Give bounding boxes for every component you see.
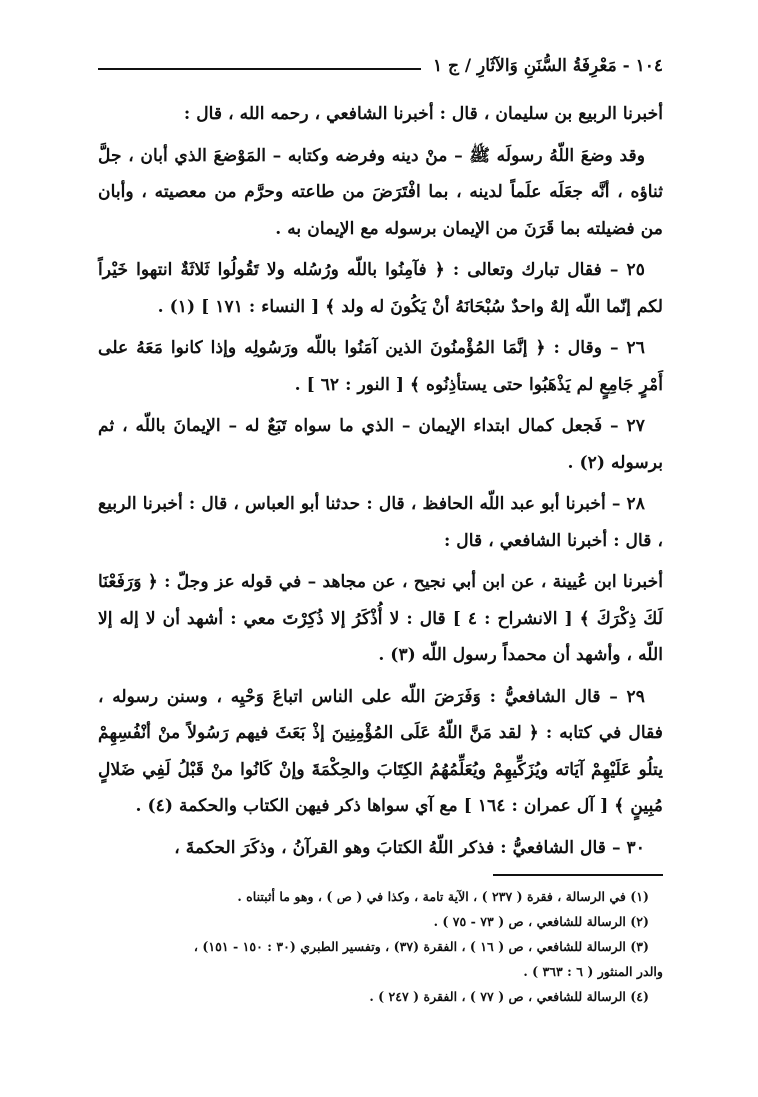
footnote-3-continued: والدر المنثور ( ٦ : ٣٦٣ ) . (523, 964, 663, 979)
main-text (98, 96, 663, 871)
paragraph-isnad-1: أخبرنا الربيع بن سليمان ، قال : أخبرنا الشافعي ، رحمه الله ، قال : (183, 104, 663, 124)
footnote-3: (٣) الرسالة للشافعي ، ص ( ١٦ ) ، الفقرة (٣٧) ، وتفسير الطبري (٣٠ : ١٥٠ - ١٥١) ، (193, 939, 649, 954)
page-header (98, 52, 663, 76)
footnote-4: (٤) الرسالة للشافعي ، ص ( ٧٧ ) ، الفقرة ( ٢٤٧ ) . (369, 989, 649, 1004)
footnote-2: (٢) الرسالة للشافعي ، ص ( ٧٣ - ٧٥ ) . (433, 914, 649, 929)
paragraph-29: ٢٩ – قال الشافعيُّ : وَفَرَضَ اللّه على الناس اتباعَ وَحْيِه ، وسنن رسوله ، فقال في كتابه : ﴿ لقد مَنَّ اللّهُ عَلَى المُؤْمِنِينَ إذْ بَعَثَ فيهم رَسُولاً منْ أنْفُسِهِمْ يتلُو عَلَيْهِمْ آيَاته ويُزَكِّيهِمْ ويُعَلِّمُهُمُ الكِتَابَ والحِكْمَةَ وإنْ كَانُوا منْ قَبْلُ لَفِي ضَلالٍ مُبِينٍ ﴾ [ آل عمران : ١٦٤ ] مع آي سواها ذكر فيهن الكتاب والحكمة (٤) . (98, 686, 663, 816)
paragraph-28: ٢٨ – أخبرنا أبو عبد اللّه الحافظ ، قال : حدثنا أبو العباس ، قال : أخبرنا الربيع ، قال : أخبرنا الشافعي ، قال : (98, 494, 663, 551)
footnote-1: (١) في الرسالة ، فقرة ( ٢٣٧ ) ، الآية تامة ، وكذا في ( ص ) ، وهو ما أثبتناه . (237, 889, 649, 904)
footnotes (98, 884, 663, 1009)
header-rule (98, 68, 421, 70)
running-header: ١٠٤ - مَعْرِفَةُ السُّنَنِ وَالآثَارِ / ج ١ (432, 56, 663, 76)
paragraph-30: ٣٠ – قال الشافعيُّ : فذكر اللّهُ الكتابَ وهو القرآنُ ، وذكَرَ الحكمةَ ، (174, 837, 645, 858)
paragraph-25: ٢٥ – فقال تبارك وتعالى : ﴿ فآمِنُوا باللّه ورُسُله ولا تَقُولُوا ثَلاثَةٌ انتهوا خَيْراً لكم إنّما اللّه إلهٌ واحدٌ سُبْحَانَهُ أنْ يَكُونَ له ولد ﴾ [ النساء : ١٧١ ] (١) . (98, 260, 663, 317)
paragraph-27: ٢٧ – فَجعل كمال ابتداء الإيمان – الذي ما سواه تَبَعٌ له – الإيمانَ باللّه ، ثم برسوله (٢) . (98, 416, 663, 473)
paragraph-26: ٢٦ – وقال : ﴿ إنَّمَا المُؤْمنُونَ الذين آمَنُوا باللّه ورَسُولِه وإذا كانوا مَعَهُ على أَمْرٍ جَامِعٍ لم يَذْهَبُوا حتى يستأذِنُوه ﴾ [ النور : ٦٢ ] . (98, 338, 663, 395)
footnote-separator (493, 874, 663, 876)
paragraph-intro: وقد وضعَ اللّهُ رسولَه ﷺ – منْ دينه وفرضه وكتابه – المَوْضعَ الذي أبان ، جلَّ ثناؤه ، أنَّه جعَلَه علَماً لدينه ، بما افْتَرَضَ من طاعته وحرَّم من معصيته ، وأبان من فضيلته بما قَرَنَ من الإيمان برسوله مع الإيمان به . (98, 145, 663, 239)
paragraph-28-matn: أخبرنا ابن عُيينة ، عن ابن أبي نجيح ، عن مجاهد – في قوله عز وجلّ : ﴿ وَرَفَعْنَا لَكَ ذِكْرَكَ ﴾ [ الانشراح : ٤ ] قال : لا أُذْكَرُ إلا ذُكِرْتَ معي : أشهد أن لا إله إلا اللّه ، وأشهد أن محمداً رسول اللّه (٣) . (98, 572, 663, 665)
